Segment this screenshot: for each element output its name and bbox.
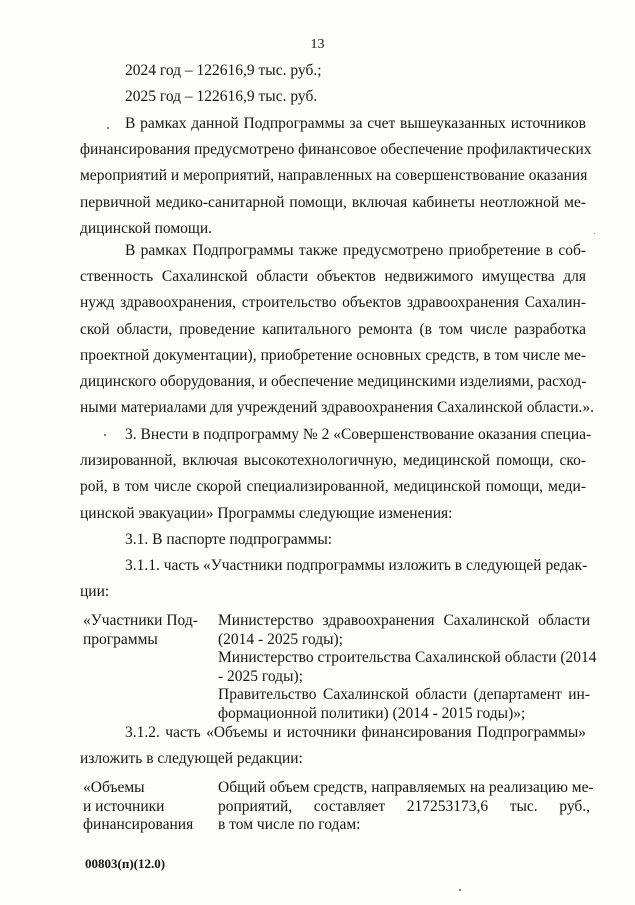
scan-speck <box>459 889 461 891</box>
participants-value <box>218 612 597 723</box>
scan-speck <box>104 434 106 436</box>
text-line: мероприятий и мероприятий, направленных на совершенствование оказания <box>80 167 588 185</box>
text-line: ственность Сахалинской области объектов недвижимого имущества для <box>80 268 586 286</box>
funding-years-block <box>80 58 586 110</box>
scan-speck <box>594 233 595 234</box>
text-line: 3.1.2. часть «Объемы и источники финансирования Подпрограммы» <box>125 724 586 741</box>
funding-volumes-label <box>83 779 208 835</box>
document-code: 00803(п)(12.0) <box>85 856 166 871</box>
paragraph-amend-subprogram-2 <box>80 422 592 527</box>
text-line: формационной политики) (2014 - 2015 годы)»; <box>218 704 526 722</box>
text-line: финансирования предусмотрено финансовое обеспечение профилактических <box>80 141 592 159</box>
text-line: цинской эвакуации» Программы следующие изменения: <box>80 504 453 522</box>
participants-label <box>83 612 208 649</box>
text-line: В рамках данной Подпрограммы за счет вышеуказанных источников <box>125 115 586 132</box>
text-line: «Участники Под- <box>83 612 198 629</box>
text-line: Министерство здравоохранения Сахалинской области <box>218 612 590 629</box>
text-line: «Объемы <box>83 779 145 796</box>
text-line: в том числе по годам: <box>218 816 361 833</box>
text-line: В рамках Подпрограммы также предусмотрено приобретение в соб- <box>125 242 586 259</box>
text-line: первичной медико-санитарной помощи, включая кабинеты неотложной ме- <box>80 193 586 211</box>
text-line: дицинской помощи. <box>80 219 213 237</box>
text-line: рой, в том числе скорой специализированной, медицинской помощи, меди- <box>80 478 586 496</box>
funding-volumes-value <box>218 779 594 835</box>
paragraph-subprogram-funding <box>80 111 592 242</box>
scan-speck <box>107 127 109 129</box>
page-number: 13 <box>310 37 325 52</box>
paragraph-funding-volumes-part <box>80 720 586 772</box>
text-line: изложить в следующей редакции: <box>80 750 303 768</box>
text-line: 2025 год – 122616,9 тыс. руб. <box>125 88 318 106</box>
text-line: 3. Внести в подпрограмму № 2 «Совершенствование оказания специа- <box>125 426 592 443</box>
text-line: ными материалами для учреждений здравоохранения Сахалинской области.». <box>80 399 595 417</box>
text-line: 3.1.1. часть «Участники подпрограммы изложить в следующей редак- <box>125 557 588 574</box>
text-line: роприятий, составляет 217253173,6 тыс. руб., <box>218 797 590 815</box>
text-line: дицинского оборудования, и обеспечение медицинскими изделиями, расход- <box>80 373 587 391</box>
text-line: и источники <box>83 797 165 815</box>
text-line: 3.1. В паспорте подпрограммы: <box>125 531 333 548</box>
text-line: проектной документации), приобретение основных средств, в том числе ме- <box>80 346 586 364</box>
text-line: (2014 - 2025 годы); <box>218 630 343 648</box>
text-line: Правительство Сахалинской области (департамент ин- <box>218 686 590 703</box>
text-line: лизированной, включая высокотехнологичную, медицинской помощи, ско- <box>80 452 586 470</box>
text-line: ции: <box>80 583 110 601</box>
paragraph-passport <box>80 527 586 553</box>
text-line: 2024 год – 122616,9 тыс. руб.; <box>125 62 322 79</box>
text-line: Министерство строительства Сахалинской области (2014 <box>218 649 597 666</box>
text-line: - 2025 годы); <box>218 667 303 685</box>
text-line: нужд здравоохранения, строительство объектов здравоохранения Сахалин- <box>80 294 586 312</box>
text-line: программы <box>83 630 158 648</box>
paragraph-property-acquisition <box>80 238 595 421</box>
text-line: ской области, проведение капитального ремонта (в том числе разработка <box>80 320 586 338</box>
paragraph-participants-part <box>80 553 586 605</box>
text-line: финансирования <box>83 816 194 833</box>
text-line: Общий объем средств, направляемых на реализацию ме- <box>218 779 594 796</box>
